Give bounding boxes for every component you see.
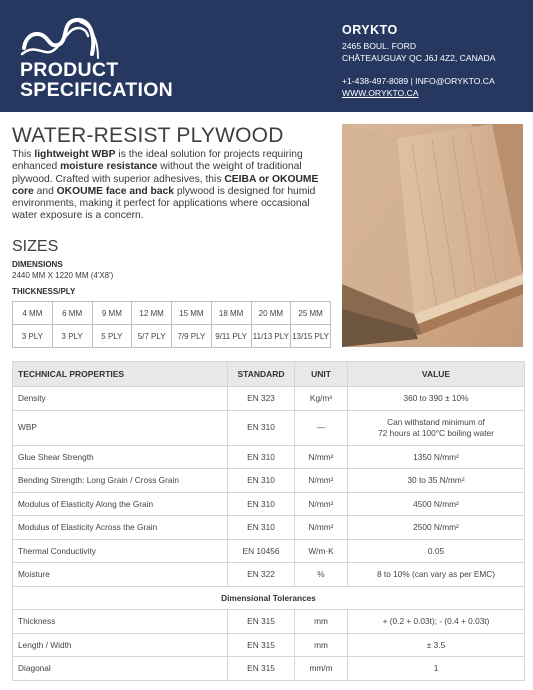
table-row	[13, 492, 525, 516]
table-row	[13, 610, 525, 634]
plywood-board-photo	[342, 124, 523, 347]
value-cell: 1	[348, 657, 525, 681]
property-cell: Modulus of Elasticity Across the Grain	[13, 516, 228, 540]
intro-text: without the weight of traditional plywood. Crafted with superior adhesives, this	[12, 161, 302, 185]
table-row	[13, 563, 525, 587]
value-line: 72 hours at 100°C boiling water	[378, 427, 494, 438]
value-cell	[348, 410, 525, 445]
value-cell: + (0.2 + 0.03t); - (0.4 + 0.03t)	[348, 610, 525, 634]
thickness-cell: 25 MM	[291, 302, 331, 325]
spec-title-line2: SPECIFICATION	[20, 79, 174, 101]
technical-properties-table	[12, 361, 525, 681]
property-cell: Bending Strength: Long Grain / Cross Grain	[13, 469, 228, 493]
intro-text: and	[33, 185, 57, 197]
thickness-label: THICKNESS/PLY	[12, 287, 76, 296]
thickness-cell: 6 MM	[52, 302, 92, 325]
thickness-cell: 12 MM	[132, 302, 172, 325]
table-row	[13, 657, 525, 681]
unit-cell: N/mm²	[295, 516, 348, 540]
property-cell: Glue Shear Strength	[13, 445, 228, 469]
intro-text: plywood is designed for humid environments, making it perfect for applications where occasional water exposure is a concern.	[12, 185, 316, 222]
value-cell: 0.05	[348, 539, 525, 563]
thickness-ply-table	[12, 301, 331, 348]
property-cell: Density	[13, 387, 228, 411]
unit-cell: mm/m	[295, 657, 348, 681]
standard-cell: EN 310	[228, 410, 295, 445]
unit-cell: N/mm²	[295, 445, 348, 469]
standard-cell: EN 310	[228, 516, 295, 540]
table-row	[13, 445, 525, 469]
property-cell: Thermal Conductivity	[13, 539, 228, 563]
header-value: VALUE	[348, 362, 525, 387]
ply-cell: 3 PLY	[52, 325, 92, 348]
value-cell: 2500 N/mm²	[348, 516, 525, 540]
thickness-cell: 4 MM	[13, 302, 53, 325]
intro-bold-text: moisture resistance	[60, 161, 158, 173]
thickness-cell: 9 MM	[92, 302, 132, 325]
website-link[interactable]: WWW.ORYKTO.CA	[342, 88, 419, 98]
unit-cell: %	[295, 563, 348, 587]
ply-cell: 5/7 PLY	[132, 325, 172, 348]
dimensions-label: DIMENSIONS	[12, 260, 63, 269]
ply-cell: 7/9 PLY	[172, 325, 212, 348]
standard-cell: EN 310	[228, 445, 295, 469]
property-cell: Thickness	[13, 610, 228, 634]
table-row	[13, 633, 525, 657]
value-line: Can withstand minimum of	[387, 416, 485, 427]
table-row	[13, 469, 525, 493]
section-row	[13, 586, 525, 610]
standard-cell: EN 310	[228, 469, 295, 493]
product-title: WATER-RESIST PLYWOOD	[12, 124, 284, 147]
property-cell: Length / Width	[13, 633, 228, 657]
intro-text: is the ideal solution for projects requiring enhanced	[12, 149, 303, 173]
property-cell: Diagonal	[13, 657, 228, 681]
property-cell: WBP	[13, 410, 228, 445]
property-cell: Modulus of Elasticity Along the Grain	[13, 492, 228, 516]
unit-cell: W/m·K	[295, 539, 348, 563]
table-row	[13, 516, 525, 540]
unit-cell: N/mm²	[295, 492, 348, 516]
property-cell: Moisture	[13, 563, 228, 587]
ply-cell: 3 PLY	[13, 325, 53, 348]
header-banner	[0, 0, 533, 112]
contact-line[interactable]: +1-438-497-8089 | INFO@ORYKTO.CA	[342, 76, 495, 86]
address-line-1: 2465 BOUL. FORD	[342, 41, 417, 51]
value-cell: 360 to 390 ± 10%	[348, 387, 525, 411]
unit-cell: Kg/m³	[295, 387, 348, 411]
thickness-cell: 15 MM	[172, 302, 212, 325]
spec-title-line1: PRODUCT	[20, 59, 119, 81]
intro-bold-text: OKOUME face and back	[56, 185, 174, 197]
unit-cell: N/mm²	[295, 469, 348, 493]
unit-cell: mm	[295, 633, 348, 657]
standard-cell: EN 315	[228, 633, 295, 657]
table-row	[13, 387, 525, 411]
intro-bold-text: CEIBA or OKOUME core	[12, 173, 319, 197]
table-row	[13, 410, 525, 445]
header-technical-properties: TECHNICAL PROPERTIES	[13, 362, 228, 387]
value-cell: 8 to 10% (can vary as per EMC)	[348, 563, 525, 587]
ply-row	[13, 325, 331, 348]
section-title: Dimensional Tolerances	[13, 586, 525, 610]
unit-cell: mm	[295, 610, 348, 634]
ply-cell: 5 PLY	[92, 325, 132, 348]
value-cell: 4500 N/mm²	[348, 492, 525, 516]
value-cell: ± 3.5	[348, 633, 525, 657]
intro-paragraph	[12, 149, 337, 223]
thickness-cell: 18 MM	[211, 302, 251, 325]
thickness-row	[13, 302, 331, 325]
standard-cell: EN 315	[228, 610, 295, 634]
thickness-cell: 20 MM	[251, 302, 291, 325]
ply-cell: 13/15 PLY	[291, 325, 331, 348]
sizes-title: SIZES	[12, 238, 59, 255]
header-unit: UNIT	[295, 362, 348, 387]
standard-cell: EN 10456	[228, 539, 295, 563]
value-cell: 30 to 35 N/mm²	[348, 469, 525, 493]
logo-ribbon-icon	[20, 14, 104, 62]
standard-cell: EN 322	[228, 563, 295, 587]
company-block	[342, 24, 495, 99]
dimensions-value: 2440 MM X 1220 MM (4'X8')	[12, 271, 114, 280]
table-row	[13, 539, 525, 563]
unit-cell: —	[295, 410, 348, 445]
standard-cell: EN 323	[228, 387, 295, 411]
standard-cell: EN 315	[228, 657, 295, 681]
header-standard: STANDARD	[228, 362, 295, 387]
standard-cell: EN 310	[228, 492, 295, 516]
company-name: ORYKTO	[342, 23, 398, 37]
tech-header-row	[13, 362, 525, 387]
ply-cell: 11/13 PLY	[251, 325, 291, 348]
value-cell: 1350 N/mm²	[348, 445, 525, 469]
ply-cell: 9/11 PLY	[211, 325, 251, 348]
intro-text: This	[12, 149, 35, 160]
intro-bold-text: lightweight WBP	[34, 149, 116, 160]
address-line-2: CHÂTEAUGUAY QC J6J 4Z2, CANADA	[342, 53, 496, 63]
spec-title	[20, 60, 173, 100]
